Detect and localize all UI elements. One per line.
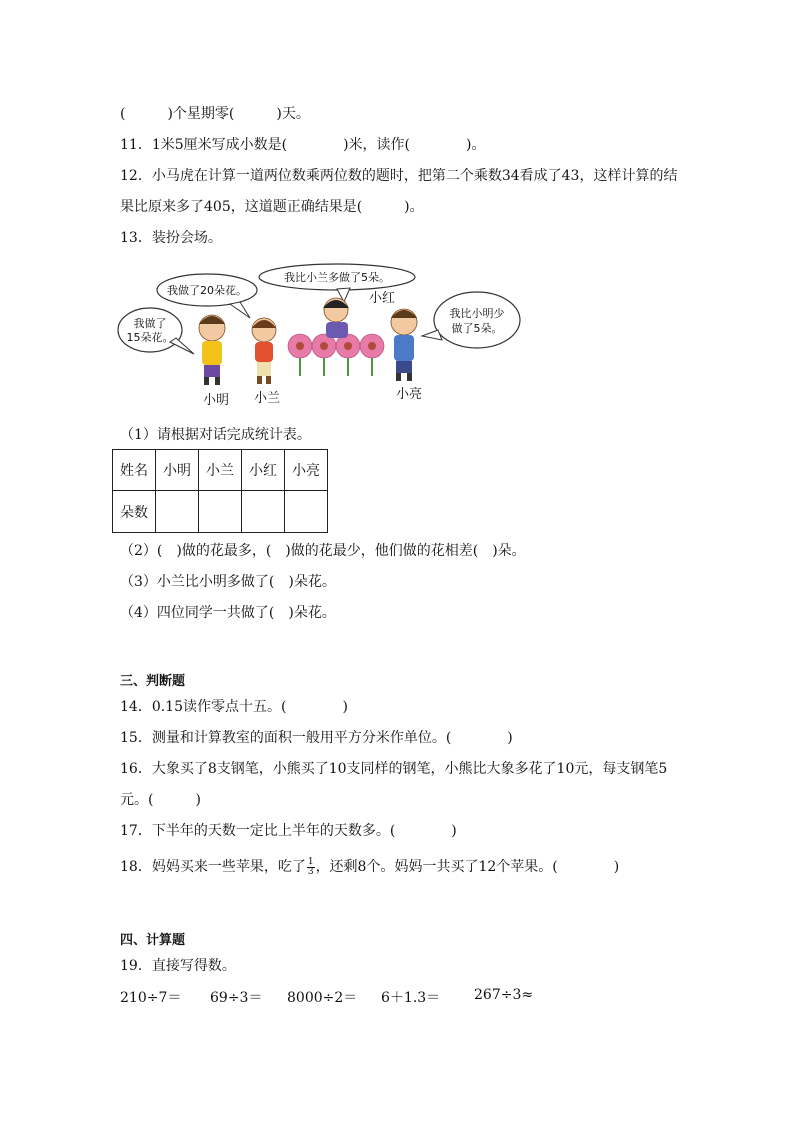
table-cell: 朵数 <box>113 491 156 533</box>
statistics-table <box>112 449 328 533</box>
section-title-judgment: 三、判断题 <box>120 674 186 689</box>
question-13-part1: （1）请根据对话完成统计表。 <box>120 427 311 443</box>
table-cell: 姓名 <box>113 450 156 491</box>
bubble-ming-text-1: 我做了 <box>133 317 167 330</box>
bubble-liang-text-1: 我比小明少 <box>449 307 505 320</box>
expression-1: 210÷7＝ <box>120 990 182 1006</box>
table-cell: 小亮 <box>285 450 328 491</box>
section-title-calculation: 四、计算题 <box>120 933 186 948</box>
question-18-post: ，还剩8个。妈妈一共买了12个苹果。( ) <box>315 859 620 875</box>
question-19: 19．直接写得数。 <box>120 958 236 974</box>
bubble-lan-text: 我做了20朵花。 <box>167 284 247 297</box>
question-18 <box>120 857 619 877</box>
question-13-part2: （2）( )做的花最多，( )做的花最少，他们做的花相差( )朵。 <box>120 543 526 559</box>
fraction-denominator: 3 <box>307 866 314 877</box>
expression-5: 267÷3≈ <box>474 987 534 1003</box>
figure-liang <box>391 309 417 381</box>
question-16-line2: 元。( ) <box>120 792 201 808</box>
speech-bubble-ming <box>118 308 182 352</box>
name-ming: 小明 <box>202 393 230 408</box>
table-cell: 小明 <box>156 450 199 491</box>
bubble-liang-text-2: 做了5朵。 <box>451 322 503 335</box>
question-12-line1: 12．小马虎在计算一道两位数乘两位数的题时，把第二个乘数34看成了43，这样计算的结 <box>120 168 678 184</box>
line-q10-tail: ( )个星期零( )天。 <box>120 106 310 122</box>
expression-3: 8000÷2＝ <box>287 990 358 1006</box>
figure-ming <box>199 315 225 385</box>
figure-hong <box>323 298 349 338</box>
question-13-part4: （4）四位同学一共做了( )朵花。 <box>120 605 336 621</box>
speech-bubble-liang <box>434 292 520 348</box>
table-row <box>113 491 328 533</box>
fraction-one-third <box>307 858 315 877</box>
figure-lan <box>252 318 276 384</box>
answer-cell[interactable] <box>285 491 328 533</box>
question-13: 13．装扮会场。 <box>120 230 222 246</box>
name-lan: 小兰 <box>253 391 281 406</box>
answer-cell[interactable] <box>199 491 242 533</box>
bubble-ming-text-2: 15朵花。 <box>126 331 174 344</box>
name-liang: 小亮 <box>395 387 423 402</box>
flowers <box>288 334 384 376</box>
question-18-pre: 18．妈妈买来一些苹果，吃了 <box>120 859 306 875</box>
name-hong: 小红 <box>368 291 396 306</box>
question-11: 11．1米5厘米写成小数是( )米，读作( )。 <box>120 137 486 153</box>
table-cell: 小兰 <box>199 450 242 491</box>
expression-2: 69÷3＝ <box>210 990 263 1006</box>
question-12-line2: 果比原来多了405，这道题正确结果是( )。 <box>120 199 424 215</box>
question-14: 14．0.15读作零点十五。( ) <box>120 699 348 715</box>
question-13-part3: （3）小兰比小明多做了( )朵花。 <box>120 574 336 590</box>
answer-cell[interactable] <box>156 491 199 533</box>
question-15: 15．测量和计算教室的面积一般用平方分米作单位。( ) <box>120 730 513 746</box>
question-16-line1: 16．大象买了8支钢笔，小熊买了10支同样的钢笔，小熊比大象多花了10元，每支钢笔5 <box>120 761 668 777</box>
answer-cell[interactable] <box>242 491 285 533</box>
fraction-numerator: 1 <box>307 856 314 867</box>
table-row <box>113 450 328 491</box>
bubble-hong-text: 我比小兰多做了5朵。 <box>284 271 390 284</box>
table-cell: 小红 <box>242 450 285 491</box>
expression-4: 6＋1.3＝ <box>381 990 441 1006</box>
conversation-illustration <box>112 262 532 412</box>
question-17: 17．下半年的天数一定比上半年的天数多。( ) <box>120 823 457 839</box>
